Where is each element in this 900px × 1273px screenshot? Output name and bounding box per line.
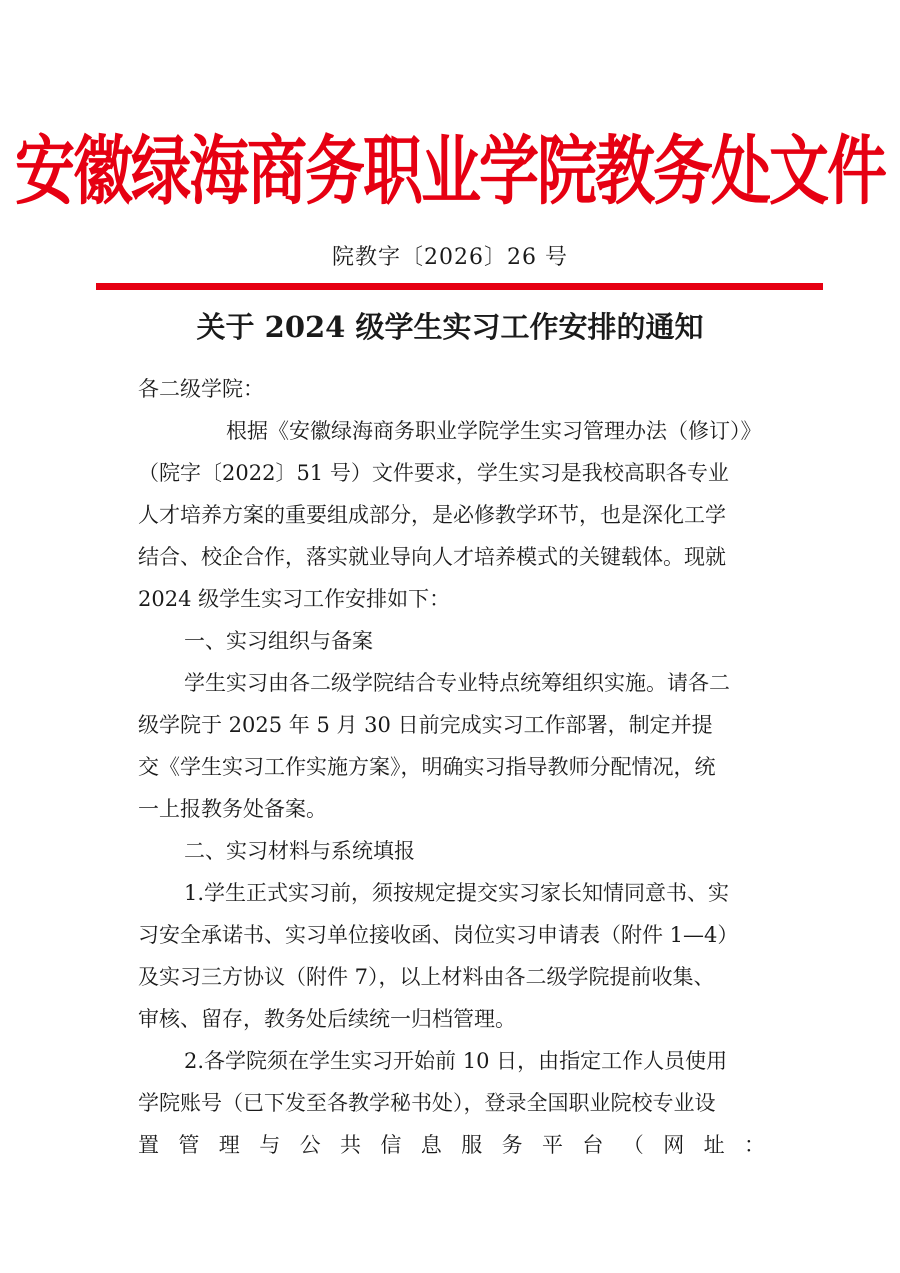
body-line: 结合、校企合作，落实就业导向人才培养模式的关键载体。现就 xyxy=(138,545,726,569)
body-line: 1.学生正式实习前，须按规定提交实习家长知情同意书、实 xyxy=(184,881,730,905)
body-line: 及实习三方协议（附件 7），以上材料由各二级学院提前收集、 xyxy=(138,965,715,989)
section-heading-1: 一、实习组织与备案 xyxy=(184,629,373,653)
body-line: 级学院于 2025 年 5 月 30 日前完成实习工作部署，制定并提 xyxy=(138,713,713,737)
salutation: 各二级学院： xyxy=(138,377,264,401)
org-header-title: 安徽绿海商务职业学院教务处文件 xyxy=(15,128,885,216)
body-line: 学生实习由各二级学院结合专业特点统筹组织实施。请各二 xyxy=(184,671,730,695)
body-line: 人才培养方案的重要组成部分，是必修教学环节，也是深化工学 xyxy=(138,503,726,527)
body-line: （院字〔2022〕51 号）文件要求，学生实习是我校高职各专业 xyxy=(138,461,729,485)
body-line: 习安全承诺书、实习单位接收函、岗位实习申请表（附件 1—4） xyxy=(138,923,739,947)
body-line: 2024 级学生实习工作安排如下： xyxy=(138,587,451,611)
body-line: 审核、留存，教务处后续统一归档管理。 xyxy=(138,1007,516,1031)
document-number: 院教字〔2026〕26 号 xyxy=(332,245,568,270)
body-line: 学院账号（已下发至各教学秘书处），登录全国职业院校专业设 xyxy=(138,1091,716,1115)
body-line: 根据《安徽绿海商务职业学院学生实习管理办法（修订）》 xyxy=(226,419,762,443)
body-line: 2.各学院须在学生实习开始前 10 日，由指定工作人员使用 xyxy=(184,1049,728,1073)
body-line: 一上报教务处备案。 xyxy=(138,797,327,821)
body-line: 交《学生实习工作实施方案》，明确实习指导教师分配情况，统 xyxy=(138,755,716,779)
document-body xyxy=(138,368,765,1166)
red-divider-line xyxy=(96,283,823,290)
body-line: 置管理与公共信息服务平台（网址： xyxy=(138,1133,765,1157)
section-heading-2: 二、实习材料与系统填报 xyxy=(184,839,415,863)
notice-title: 关于 2024 级学生实习工作安排的通知 xyxy=(196,310,704,344)
